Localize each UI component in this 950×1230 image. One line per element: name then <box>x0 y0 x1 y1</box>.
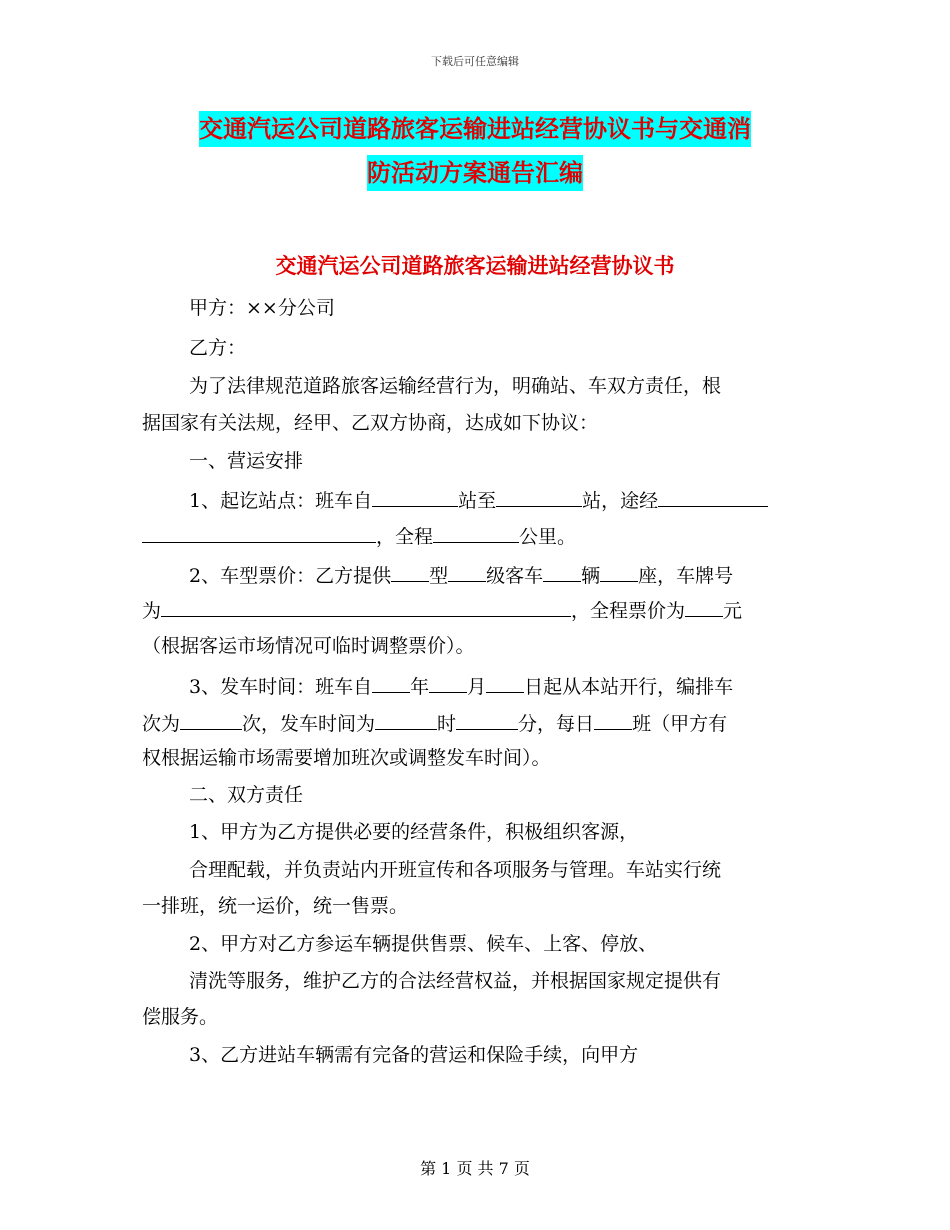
blank-plate-number[interactable] <box>161 596 571 617</box>
party-b: 乙方： <box>189 337 247 359</box>
page-header: 下载后可任意编辑 <box>431 55 519 68</box>
blank-minute[interactable] <box>456 709 518 730</box>
blank-fare[interactable] <box>685 596 723 617</box>
resp-1-line-3: 一排班，统一运价，统一售票。 <box>142 895 409 917</box>
intro-line-2: 据国家有关法规，经甲、乙双方协商，达成如下协议： <box>142 412 599 434</box>
blank-via-2[interactable] <box>142 522 376 543</box>
blank-start-station[interactable] <box>372 486 458 507</box>
resp-1-line-2: 合理配载，并负责站内开班宣传和各项服务与管理。车站实行统 <box>189 859 722 881</box>
main-title-line-2: 防活动方案通告汇编 <box>0 158 950 188</box>
intro-line-1: 为了法律规范道路旅客运输经营行为，明确站、车双方责任，根 <box>189 375 722 397</box>
blank-month[interactable] <box>429 672 467 693</box>
main-title-line-1: 交通汽运公司道路旅客运输进站经营协议书与交通消 <box>0 114 950 144</box>
item-3-line-1: 3、发车时间：班车自 年 月 日起从本站开行，编排车 <box>189 672 733 699</box>
document-subtitle: 交通汽运公司道路旅客运输进站经营协议书 <box>275 254 675 278</box>
item-3-line-3: 权根据运输市场需要增加班次或调整发车时间）。 <box>142 747 551 769</box>
item-2-line-3: （根据客运市场情况可临时调整票价）。 <box>142 635 475 657</box>
blank-distance[interactable] <box>433 522 519 543</box>
resp-2-line-2: 清洗等服务，维护乙方的合法经营权益，并根据国家规定提供有 <box>189 970 722 992</box>
item-2-line-2: 为 ，全程票价为 元 <box>142 596 742 623</box>
blank-vehicle-type[interactable] <box>391 561 429 582</box>
item-1-line-2: ，全程 公里。 <box>142 522 576 549</box>
item-1-line-1: 1、起讫站点：班车自 站至 站，途经 <box>189 486 768 513</box>
resp-2-line-3: 偿服务。 <box>142 1006 219 1028</box>
item-2-line-1: 2、车型票价：乙方提供 型 级客车 辆 座，车牌号 <box>189 561 733 588</box>
blank-trip-count[interactable] <box>180 709 242 730</box>
section-2-heading: 二、双方责任 <box>189 784 304 806</box>
blank-grade[interactable] <box>448 561 486 582</box>
resp-2-line-1: 2、甲方对乙方参运车辆提供售票、候车、上客、停放、 <box>189 933 658 955</box>
section-1-heading: 一、营运安排 <box>189 450 304 472</box>
blank-day[interactable] <box>486 672 524 693</box>
blank-hour[interactable] <box>375 709 437 730</box>
blank-end-station[interactable] <box>496 486 582 507</box>
blank-year[interactable] <box>372 672 410 693</box>
page-footer: 第 1 页 共 7 页 <box>420 1159 530 1178</box>
party-a: 甲方：××分公司 <box>189 297 335 319</box>
blank-seats[interactable] <box>600 561 638 582</box>
blank-via-1[interactable] <box>658 486 768 507</box>
resp-3-line-1: 3、乙方进站车辆需有完备的营运和保险手续，向甲方 <box>189 1044 639 1066</box>
blank-vehicle-count[interactable] <box>543 561 581 582</box>
resp-1-line-1: 1、甲方为乙方提供必要的经营条件，积极组织客源， <box>189 821 639 843</box>
blank-daily-trips[interactable] <box>594 709 632 730</box>
item-3-line-2: 次为 次，发车时间为 时 分，每日 班（甲方有 <box>142 709 727 736</box>
